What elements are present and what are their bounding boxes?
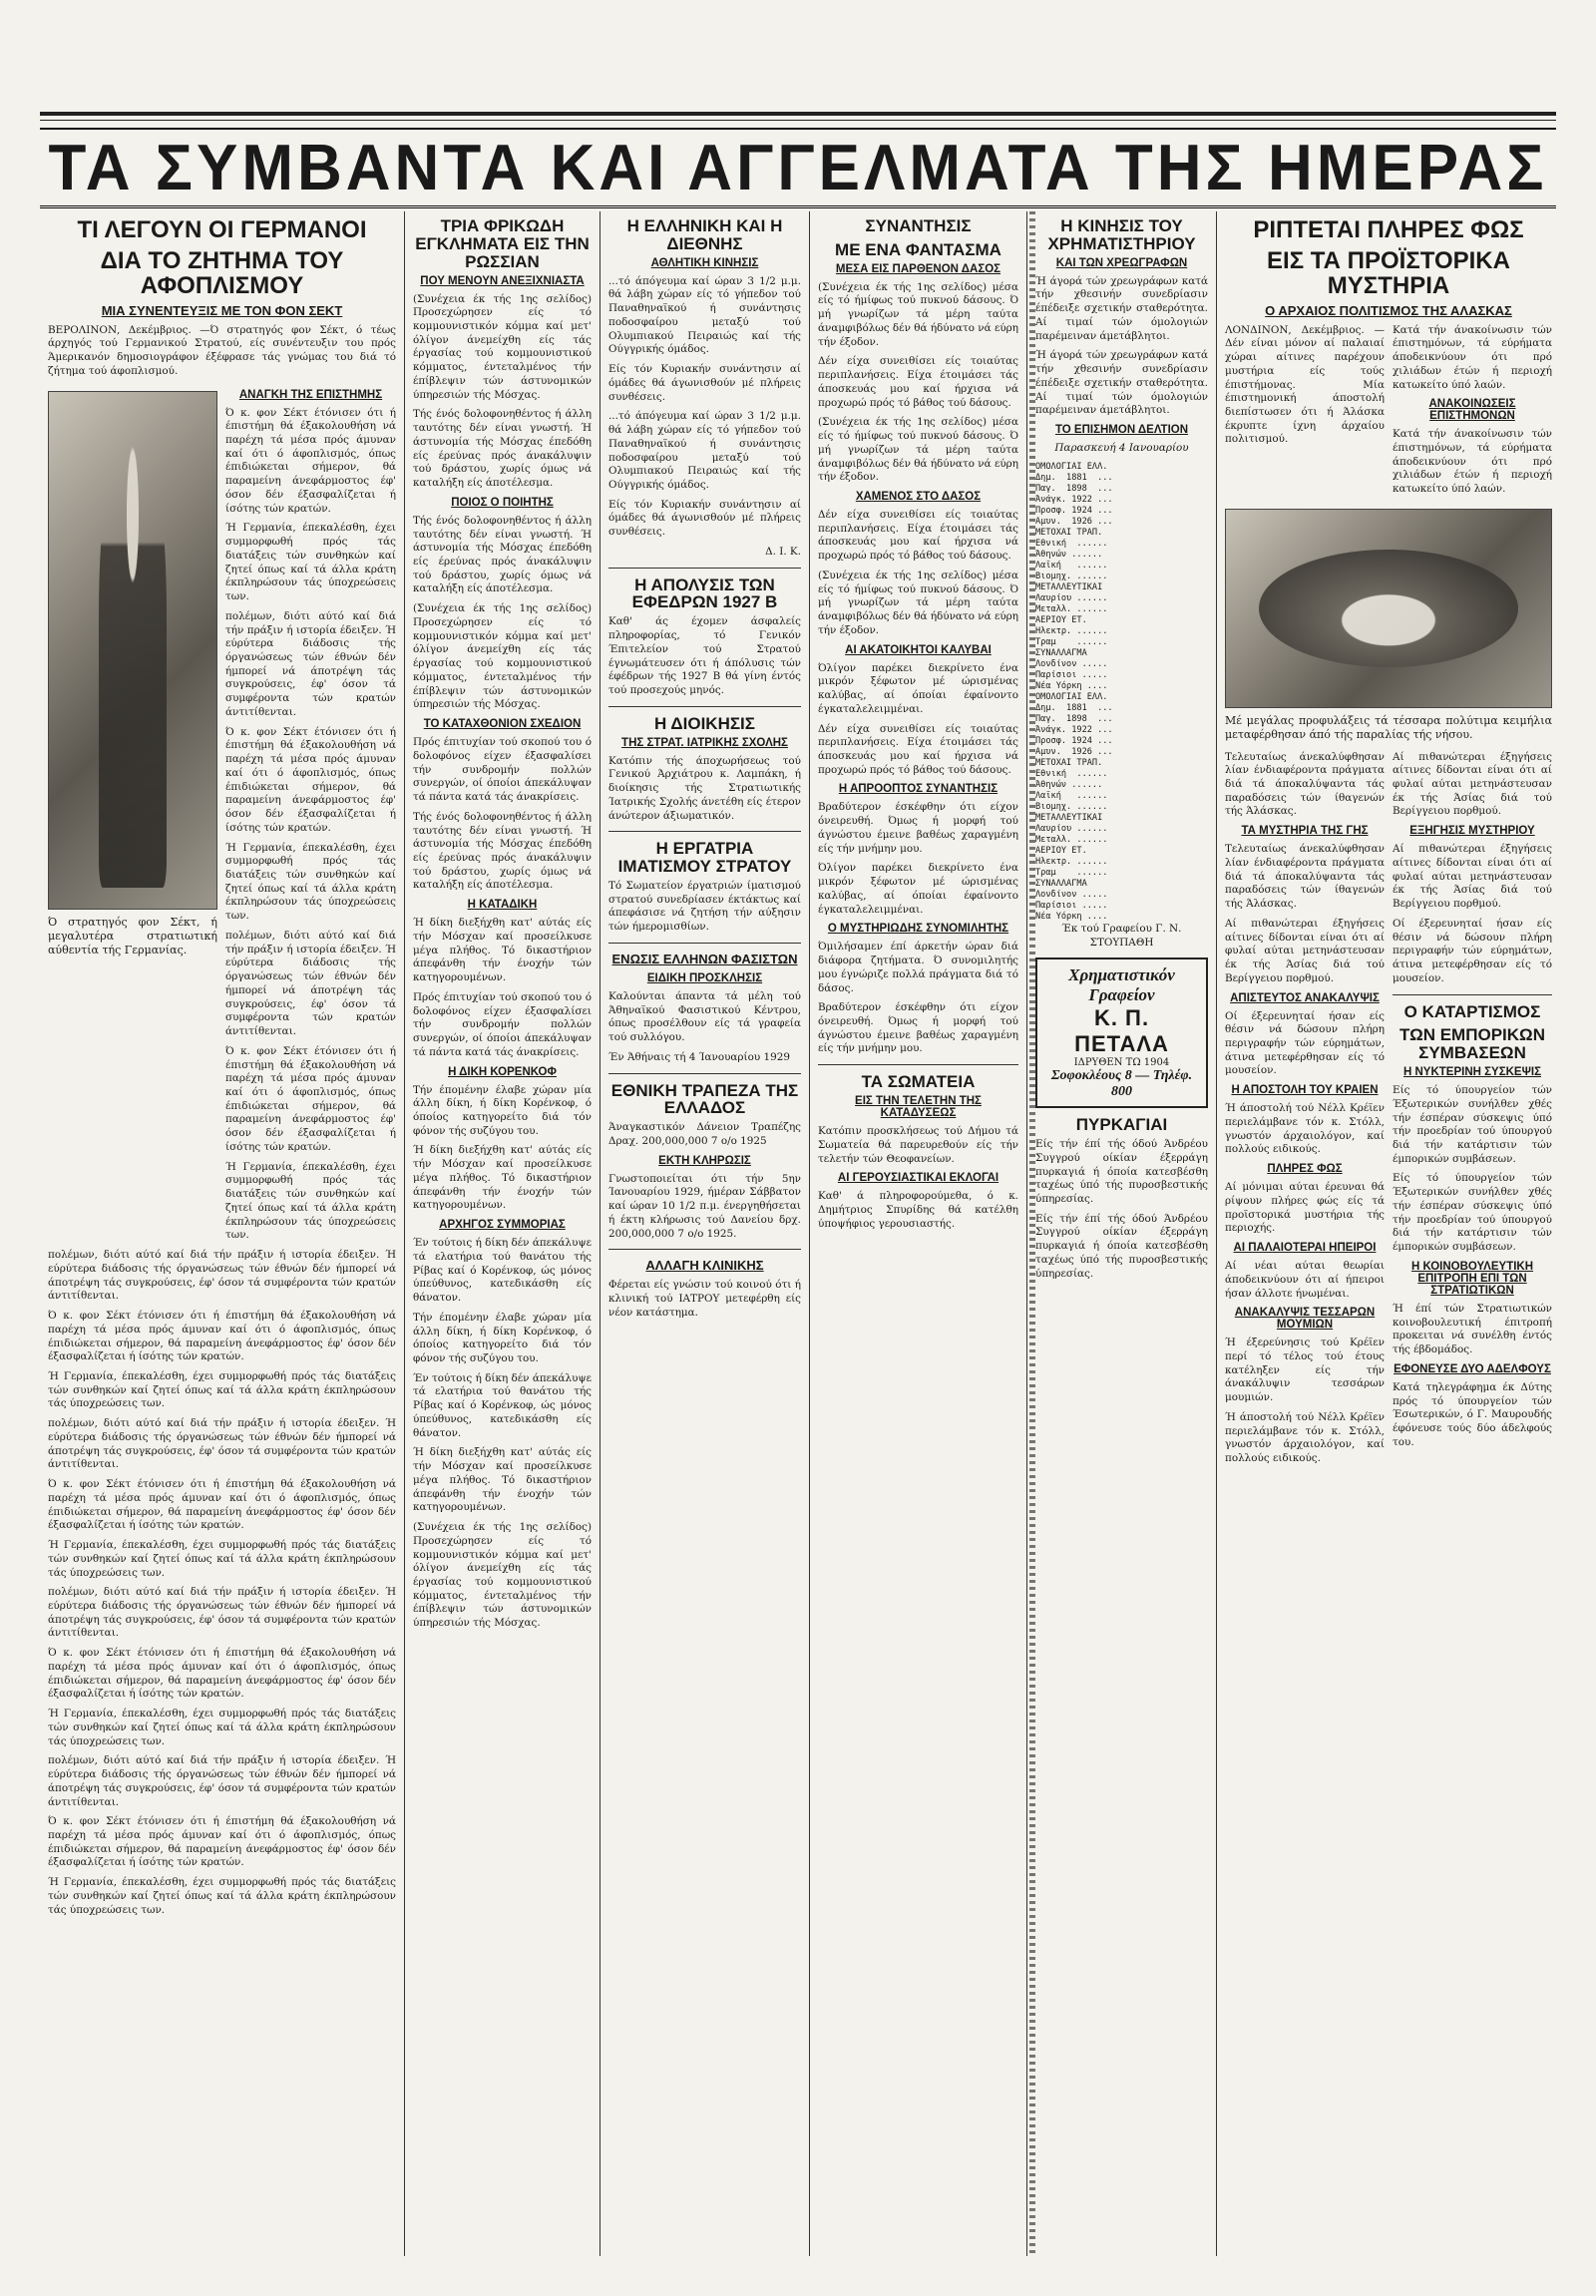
top-rule-thin: [40, 120, 1556, 121]
section-heading: ΑΝΑΚΟΙΝΩΣΕΙΣ ΕΠΙΣΤΗΜΟΝΩΝ: [1428, 398, 1516, 423]
article-subhead: ΜΕΣΑ ΕΙΣ ΠΑΡΘΕΝΟΝ ΔΑΣΟΣ: [835, 262, 1001, 275]
article-body: Κατά τήν άνακοίνωσιν τών έπιστημόνων, τά εύρήματα άποδεικνύουν ότι πρό χιλιάδων έτών ή περιοχή κατωκείτο ύπό λαών.: [1393, 323, 1552, 391]
article-body: Δέν είχα συνειθίσει είς τοιαύτας περιπλανήσεις. Είχα έτοιμάσει τάς άποσκευάς μου καί ήρχισα νά προχωρώ πρός τό βάθος τού δάσους.: [818, 722, 1018, 776]
article-body: Ή Γερμανία, έπεκαλέσθη, έχει συμμορφωθή πρός τάς διατάξεις τών συνθηκών καί ζητεί όπως καί τά άλλα κράτη έκπληρώσουν τάς ύποχρεώσεις των.: [48, 1876, 396, 1916]
article-body: Αί μόνιμαι αύται έρευναι θά ρίψουν πλήρες φώς είς τά προϊστορικά μυστήρια τής περιοχής.: [1225, 1181, 1385, 1235]
top-rule: [40, 112, 1556, 116]
article-body: Όλίγον παρέκει διεκρίνετο ένα μικρόν ξέφωτον μέ ώρισμένας καλύβας, αί όποίαι έφαίνοντο έγκαταλελειμμέναι.: [818, 862, 1018, 916]
article-body: (Συνέχεια έκ τής 1ης σελίδος) μέσα είς τό ήμίφως τού πυκνού δάσους. Ό μή γνωρίζων τά μέρη ταύτα άναμφιβόλως δέν θά ήδύνατο νά εύρη τήν έξοδον.: [818, 569, 1018, 636]
section-heading: ΤΑ ΜΥΣΤΗΡΙΑ ΤΗΣ ΓΗΣ: [1241, 825, 1369, 838]
article-body: (Συνέχεια έκ τής 1ης σελίδος) Προσεχώρησεν είς τό κομμουνιστικόν κόμμα καί μετ' όλίγον άνεμείχθη είς τάς έργασίας τού κομμουνιστικού κόμματος, έντεταλμένος τήν έπίβλεψιν τών άστυνομικών ύπηρεσιών τής Μόσχας.: [413, 292, 592, 401]
article-headline: ΤΙ ΛΕΓΟΥΝ ΟΙ ΓΕΡΜΑΝΟΙ: [77, 216, 367, 243]
section-heading: ΠΟΙΟΣ Ο ΠΟΙΗΤΗΣ: [451, 496, 554, 509]
article-subhead: Ο ΑΡΧΑΙΟΣ ΠΟΛΙΤΙΣΜΟΣ ΤΗΣ ΑΛΑΣΚΑΣ: [1265, 302, 1512, 318]
article-body: πολέμων, διότι αύτό καί διά τήν πράξιν ή ιστορία έδειξεν. Ή εύρύτερα διάδοσις τής όργανώσεως τών έθνών δέν ήμπορεί νά άποτρέψη τάς συγκρούσεις, έφ' όσον τά συμφέροντα τών κρατών άντιτίθενται.: [48, 1754, 396, 1808]
column-edge-strip: [1029, 211, 1035, 2256]
article-body: (Συνέχεια έκ τής 1ης σελίδος) Προσεχώρησεν είς τό κομμουνιστικόν κόμμα καί μετ' όλίγον άνεμείχθη είς τάς έργασίας τού κομμουνιστικού κόμματος, έντεταλμένος τήν έπίβλεψιν τών άστυνομικών ύπηρεσιών τής Μόσχας.: [413, 602, 592, 711]
section-heading: ΑΠΙΣΤΕΥΤΟΣ ΑΝΑΚΑΛΥΨΙΣ: [1230, 991, 1380, 1004]
article-body: Είς τόν Κυριακήν συνάντησιν αί όμάδες θά άγωνισθούν μέ πλήρεις συνθέσεις.: [608, 363, 801, 403]
column-alaska-prehistory: [1217, 211, 1560, 2256]
article-body: Βραδύτερον έσκέφθην ότι είχον όνειρευθή. Όμως ή μορφή τού άγνώστου έμεινε βαθέως χαραγμένη είς τήν μνήμην μου.: [818, 801, 1018, 855]
article-body: Έν τούτοις ή δίκη δέν άπεκάλυψε τά ελατήρια τού θανάτου τής Ρίβας καί ό Κορένκοφ, ώς μόνος ύπεύθυνος, κατεδικάσθη είς θάνατον.: [413, 1237, 592, 1305]
article-body: Είς τό ύπουργείον τών Έξωτερικών συνήλθεν χθές τήν έσπέραν σύσκεψις ύπό τήν προεδρίαν τού ύπουργού διά τήν κατάρτισιν τών έμπορικών συμβάσεων.: [1393, 1172, 1552, 1254]
section-heading: ΤΟ ΕΠΙΣΗΜΟΝ ΔΕΛΤΙΟΝ: [1054, 424, 1189, 437]
article-body: Είς τόν Κυριακήν συνάντησιν αί όμάδες θά άγωνισθούν μέ πλήρεις συνθέσεις.: [608, 498, 801, 539]
article-body: Τήν έπομένην έλαβε χώραν μία άλλη δίκη, ή δίκη Κορένκοφ, ό όποίος κατηγορείτο διά τόν φόνον τής συζύγου του.: [413, 1083, 592, 1137]
article-body: Ή Γερμανία, έπεκαλέσθη, έχει συμμορφωθή πρός τάς διατάξεις τών συνθηκών καί ζητεί όπως καί τά άλλα κράτη έκπληρώσουν τάς ύποχρεώσεις των.: [48, 1539, 396, 1579]
section-heading: ΤΟ ΚΑΤΑΧΘΟΝΙΟΝ ΣΧΕΔΙΟΝ: [423, 718, 582, 731]
article-body: Τής ένός δολοφονηθέντος ή άλλη ταυτότης δέν είναι γνωστή. Ή άστυνομία τής Μόσχας έπεδόθη είς έρεύνας πρός άνακάλυψιν τού δράστου, χωρίς όμως νά καταλήξη είς άποτέλεσμα.: [413, 514, 592, 595]
article-body: πολέμων, διότι αύτό καί διά τήν πράξιν ή ιστορία έδειξεν. Ή εύρύτερα διάδοσις τής όργανώσεως τών έθνών δέν ήμπορεί νά άποτρέψη τάς συγκρούσεις, έφ' όσον τά συμφέροντα τών κρατών άντιτίθενται.: [48, 1249, 396, 1303]
article-lead: ΒΕΡΟΛΙΝΟΝ, Δεκέμβριος. —Ό στρατηγός φον Σέκτ, ό τέως άρχηγός τού Γερμανικού Στρατού, είς συνέντευξιν του πρός Άμερικανόν δημοσιογράφον έξέφρασε τάς γνώμας του διά τό ζήτημα τού άφοπλισμού.: [48, 323, 396, 377]
column-sports: [600, 211, 810, 2256]
expedition-photo: [1225, 509, 1552, 708]
section-heading: Η ΝΥΚΤΕΡΙΝΗ ΣΥΣΚΕΨΙΣ: [1403, 1066, 1541, 1079]
section-headline: Η ΑΠΟΛΥΣΙΣ ΤΩΝ ΕΦΕΔΡΩΝ 1927 Β: [631, 574, 778, 612]
article-body: Αί νέαι αύται θεωρίαι άποδεικνύουν ότι αί ήπειροι ήσαν άλλοτε ήνωμέναι.: [1225, 1260, 1385, 1300]
divider: [818, 1064, 1018, 1065]
stock-price-list-2: ΟΜΟΛΟΓΙΑΙ ΕΛΛ. Δημ. 1881 ... Παγ. 1898 ... Άνάγκ. 1922 ... Προσφ. 1924 ... Αμυν. 1926 ... ΜΕΤΟΧΑΙ ΤΡΑΠ. Εθνική ...... Άθηνών ...... Λαϊκή ...... Βιομηχ. ...... ΜΕΤΑΛΛΕΥΤΙΚΑΙ Λαυρίου ...... Μεταλλ. ...... ΑΕΡΙΟΥ ΕΤ. Ηλεκτρ. ...... Τραμ ...... ΣΥΝΑΛΛΑΓΜΑ Λονδίνον ..... Παρίσιοι ..... Νέα Υόρκη ....: [1035, 691, 1113, 922]
section-headline: Η ΔΙΟΙΚΗΣΙΣ: [654, 713, 755, 733]
article-body: Είς τήν έπί τής όδού Άνδρέου Συγγρού οίκίαν έξερράγη πυρκαγιά ή όποία κατεσβέσθη ταχέως ύπό τής πυροσβεστικής ύπηρεσίας.: [1035, 1138, 1208, 1206]
article-body: Ή δίκη διεξήχθη κατ' αύτάς είς τήν Μόσχαν καί προσείλκυσε μέγα πλήθος. Τό δικαστήριον άπεφάνθη τήν ένοχήν τών κατηγορουμένων.: [413, 917, 592, 984]
article-body: Κατόπιν προσκλήσεως τού Δήμου τά Σωματεία θά παρευρεθούν είς τήν τελετήν τών Θεοφανείων.: [818, 1125, 1018, 1165]
article-body: Τελευταίως άνεκαλύφθησαν λίαν ένδιαφέροντα πράγματα διά τά άποκαλύψαντα τάς παραδόσεις τών ίθαγενών τής Άλάσκας.: [1225, 843, 1385, 911]
article-body: Είς τήν έπί τής όδού Άνδρέου Συγγρού οίκίαν έξερράγη πυρκαγιά ή όποία κατεσβέσθη ταχέως ύπό τής πυροσβεστικής ύπηρεσίας.: [1035, 1212, 1208, 1280]
article-body: Όλίγον παρέκει διεκρίνετο ένα μικρόν ξέφωτον μέ ώρισμένας καλύβας, αί όποίαι έφαίνοντο έγκαταλελειμμέναι.: [818, 661, 1018, 715]
article-body: Γνωστοποιείται ότι τήν 5ην Ίανουαρίου 1929, ήμέραν Σάββατον καί ώραν 10 1/2 π.μ. ένεργηθήσεται ή έκτη κλήρωσις τού Δανείου δρχ. 200,000,000 7 ο/ο 1925.: [608, 1172, 801, 1240]
article-body: Ό κ. φον Σέκτ έτόνισεν ότι ή έπιστήμη θά έξακολουθήση νά παρέχη τά μέσα πρός άμυναν καί ότι ό άφοπλισμός, όπως έπιδιώκεται σήμερον, θά παραμείνη άνεφάρμοστος έφ' όσον δέν έξασφαλίζεται ή ίσότης τών κρατών.: [225, 725, 396, 834]
ad-line-3: ΙΔΡΥΘΕΝ ΤΩ 1904: [1073, 1057, 1170, 1069]
bulletin-source: Έκ τού Γραφείου Γ. Ν. ΣΤΟΥΠΑΘΗ: [1061, 922, 1182, 949]
column-germans-disarmament: [40, 211, 405, 2256]
article-body: Όμιλήσαμεν έπί άρκετήν ώραν διά διάφορα ζητήματα. Ό συνομιλητής μου έγνώριζε πολλά πράγματα διά τό δάσος.: [818, 941, 1018, 994]
article-body: Ή Γερμανία, έπεκαλέσθη, έχει συμμορφωθή πρός τάς διατάξεις τών συνθηκών καί ζητεί όπως καί τά άλλα κράτη έκπληρώσουν τάς ύποχρεώσεις των.: [225, 841, 396, 923]
article-body: Ό κ. φον Σέκτ έτόνισεν ότι ή έπιστήμη θά έξακολουθήση νά παρέχη τά μέσα πρός άμυναν καί ότι ό άφοπλισμός, όπως έπιδιώκεται σήμερον, θά παραμείνη άνεφάρμοστος έφ' όσον δέν έξασφαλίζεται ή ίσότης τών κρατών.: [225, 406, 396, 515]
article-body: Δέν είχα συνειθίσει είς τοιαύτας περιπλανήσεις. Είχα έτοιμάσει τάς άποσκευάς μου καί ήρχισα νά προχωρώ πρός τό βάθος τού δάσους.: [818, 355, 1018, 409]
article-body: πολέμων, διότι αύτό καί διά τήν πράξιν ή ιστορία έδειξεν. Ή εύρύτερα διάδοσις τής όργανώσεως τών έθνών δέν ήμπορεί νά άποτρέψη τάς συγκρούσεις, έφ' όσον τά συμφέροντα τών κρατών άντιτίθενται.: [48, 1586, 396, 1640]
article-body: Ό κ. φον Σέκτ έτόνισεν ότι ή έπιστήμη θά έξακολουθήση νά παρέχη τά μέσα πρός άμυναν καί ότι ό άφοπλισμός, όπως έπιδιώκεται σήμερον, θά παραμείνη άνεφάρμοστος έφ' όσον δέν έξασφαλίζεται ή ίσότης τών κρατών.: [225, 1044, 396, 1153]
article-body: Ή Γερμανία, έπεκαλέσθη, έχει συμμορφωθή πρός τάς διατάξεις τών συνθηκών καί ζητεί όπως καί τά άλλα κράτη έκπληρώσουν τάς ύποχρεώσεις των.: [48, 1708, 396, 1747]
photo-caption: Μέ μεγάλας προφυλάξεις τά τέσσαρα πολύτιμα κειμήλια μεταφέρθησαν άπό τής παραλίας τής νήσου.: [1225, 713, 1552, 742]
section-headline: ΤΑ ΣΩΜΑΤΕΙΑ: [861, 1072, 976, 1092]
divider: [608, 1073, 801, 1074]
article-body: Δέν είχα συνειθίσει είς τοιαύτας περιπλανήσεις. Είχα έτοιμάσει τάς άποσκευάς μου καί ήρχισα νά προχωρώ πρός τό βάθος τού δάσους.: [818, 508, 1018, 563]
article-body: Ή άγορά τών χρεωγράφων κατά τήν χθεσινήν συνεδρίασιν έπέδειξε σχετικήν σταθερότητα. Αί τιμαί τών όμολογιών παρέμειναν άμετάβλητοι.: [1035, 274, 1208, 342]
article-body: Ή Γερμανία, έπεκαλέσθη, έχει συμμορφωθή πρός τάς διατάξεις τών συνθηκών καί ζητεί όπως καί τά άλλα κράτη έκπληρώσουν τάς ύποχρεώσεις των.: [225, 1160, 396, 1242]
article-lead: ΛΟΝΔΙΝΟΝ, Δεκέμβριος. — Δέν είναι μόνον αί παλαιαί χώραι αίτινες παρέχουν μυστήρια είς τούς έπιστήμονας. Μία έπιστημονική άποστολή διεπίστωσεν ότι ή Άλάσκα έκρυπτε ίχνη άρχαίου πολιτισμού.: [1225, 323, 1385, 446]
article-body: Ή άποστολή τού Νέλλ Κρέϊεν περιελάμβανε τόν κ. Στόλλ, γνωστόν άρχαιολόγον, καί πολλούς ειδικούς.: [1225, 1102, 1385, 1156]
portrait-photo: [48, 391, 217, 910]
article-subhead: ΠΟΥ ΜΕΝΟΥΝ ΑΝΕΞΙΧΝΙΑΣΤΑ: [420, 274, 585, 287]
bulletin-date: Παρασκευή 4 Ιανουαρίου: [1054, 442, 1189, 455]
article-body: Ή έξερεύνησις τού Κρέϊεν περί τό τέλος τού έτους κατέληξεν είς τήν άνακάλυψιν τεσσάρων μουμιών.: [1225, 1337, 1385, 1404]
section-heading: Η ΚΟΙΝΟΒΟΥΛΕΥΤΙΚΗ ΕΠΙΤΡΟΠΗ ΕΠΙ ΤΩΝ ΣΤΡΑΤΙΩΤΙΚΩΝ: [1410, 1260, 1534, 1297]
section-heading: ΑΙ ΓΕΡΟΥΣΙΑΣΤΙΚΑΙ ΕΚΛΟΓΑΙ: [837, 1172, 999, 1185]
notice-date: Έν Άθήναις τή 4 Ίανουαρίου 1929: [608, 1050, 790, 1063]
photo-caption: Ό στρατηγός φον Σέκτ, ή μεγαλυτέρα στρατιωτική αύθεντία τής Γερμανίας.: [48, 915, 217, 957]
article-body: Πρός έπιτυχίαν τού σκοπού του ό δολοφόνος είχεν έξασφαλίσει τήν συνδρομήν πολλών συνεργών, οί όποίοι άπεκάλυψαν τά πάντα κατά τάς άνακρίσεις.: [413, 736, 592, 804]
article-subhead: ΚΑΙ ΤΩΝ ΧΡΕΩΓΡΑΦΩΝ: [1055, 256, 1188, 269]
article-body: ...τό άπόγευμα καί ώραν 3 1/2 μ.μ. θά λάβη χώραν είς τό γήπεδον τού Παναθηναϊκού ή συνάντησις ποδοσφαίρου μεταξύ τού Ολυμπιακού Πειραιώς καί τής Ούγγρικής όμάδος.: [608, 410, 801, 491]
column-stock-exchange: [1027, 211, 1217, 2256]
column-russia-crimes: [405, 211, 600, 2256]
article-body: Έν τούτοις ή δίκη δέν άπεκάλυψε τά ελατήρια τού θανάτου τής Ρίβας καί ό Κορένκοφ, ώς μόνος ύπεύθυνος, κατεδικάσθη είς θάνατον.: [413, 1371, 592, 1439]
ad-line-4: Σοφοκλέους 8 — Τηλέφ. 800: [1050, 1068, 1193, 1100]
section-headline-2: ΤΩΝ ΕΜΠΟΡΙΚΩΝ ΣΥΜΒΑΣΕΩΝ: [1399, 1025, 1545, 1063]
article-headline: Η ΚΙΝΗΣΙΣ ΤΟΥ ΧΡΗΜΑΤΙΣΤΗΡΙΟΥ: [1047, 216, 1196, 253]
divider: [608, 943, 801, 944]
divider: [608, 706, 801, 707]
article-body: Πρός έπιτυχίαν τού σκοπού του ό δολοφόνος είχεν έξασφαλίσει τήν συνδρομήν πολλών συνεργών, οί όποίοι άπεκάλυψαν τά πάντα κατά τάς άνακρίσεις.: [413, 990, 592, 1058]
article-body: Ό κ. φον Σέκτ έτόνισεν ότι ή έπιστήμη θά έξακολουθήση νά παρέχη τά μέσα πρός άμυναν καί ότι ό άφοπλισμός, όπως έπιδιώκεται σήμερον, θά παραμείνη άνεφάρμοστος έφ' όσον δέν έξασφαλίζεται ή ίσότης τών κρατών.: [48, 1478, 396, 1532]
section-heading: Η ΑΠΟΣΤΟΛΗ ΤΟΥ ΚΡΑΙΕΝ: [1231, 1084, 1379, 1097]
article-body: Αί πιθανώτεραι έξηγήσεις αίτινες δίδονται είναι ότι αί φυλαί αύται μετηνάστευσαν έκ τής Άσίας διά τού Βερίγγειου πορθμού.: [1393, 843, 1552, 911]
section-heading: ΑΝΑΓΚΗ ΤΗΣ ΕΠΙΣΤΗΜΗΣ: [238, 388, 383, 401]
section-headline: ΕΝΩΣΙΣ ΕΛΛΗΝΩΝ ΦΑΣΙΣΤΩΝ: [611, 951, 798, 966]
section-heading: ΑΡΧΗΓΟΣ ΣΥΜΜΟΡΙΑΣ: [439, 1219, 566, 1232]
column-ghost-encounter: [810, 211, 1027, 2256]
article-body: πολέμων, διότι αύτό καί διά τήν πράξιν ή ιστορία έδειξεν. Ή εύρύτερα διάδοσις τής όργανώσεως τών έθνών δέν ήμπορεί νά άποτρέψη τάς συγκρούσεις, έφ' όσον τά συμφέροντα τών κρατών άντιτίθενται.: [225, 929, 396, 1038]
article-body: Κατά τηλεγράφημα έκ Δύτης πρός τό ύπουργείον τών Έσωτερικών, ό Γ. Μαυρουδής έφόνευσε τούς δύο άδελφούς του.: [1393, 1380, 1552, 1448]
divider: [608, 568, 801, 569]
article-body: Τό Σωματείον έργατριών ίματισμού στρατού συνεδρίασεν έκτάκτως καί άπεφάσισε νά ζητήση τήν αύξησιν τών ήμερομισθίων.: [608, 879, 801, 934]
article-body: Άναγκαστικόν Δάνειον Τραπέζης Δραχ. 200,000,000 7 ο/ο 1925: [608, 1121, 801, 1147]
article-body: Κατά τήν άνακοίνωσιν τών έπιστημόνων, τά εύρήματα άποδεικνύουν ότι πρό χιλιάδων έτών ή περιοχή κατωκείτο ύπό λαών.: [1393, 428, 1552, 496]
ad-line-1: Χρηματιστικόν Γραφείον: [1068, 965, 1175, 1005]
article-body: Ή άγορά τών χρεωγράφων κατά τήν χθεσινήν συνεδρίασιν έπέδειξε σχετικήν σταθερότητα. Αί τιμαί τών όμολογιών παρέμειναν άμετάβλητοι.: [1035, 349, 1208, 417]
section-heading: Η ΑΠΡΟΟΠΤΟΣ ΣΥΝΑΝΤΗΣΙΣ: [838, 783, 998, 796]
article-body: Ή δίκη διεξήχθη κατ' αύτάς είς τήν Μόσχαν καί προσείλκυσε μέγα πλήθος. Τό δικαστήριον άπεφάνθη τήν ένοχήν τών κατηγορουμένων.: [413, 1144, 592, 1212]
article-body: (Συνέχεια έκ τής 1ης σελίδος) μέσα είς τό ήμίφως τού πυκνού δάσους. Ό μή γνωρίζων τά μέρη ταύτα άναμφιβόλως δέν θά ήδύνατο νά εύρη τήν έξοδον.: [818, 416, 1018, 484]
section-headline: Η ΕΡΓΑΤΡΙΑ ΙΜΑΤΙΣΜΟΥ ΣΤΡΑΤΟΥ: [617, 839, 792, 877]
divider: [608, 1249, 801, 1250]
banner-title: ΤΑ ΣΥΜΒΑΝΤΑ ΚΑΙ ΑΓΓΕΛΜΑΤΑ ΤΗΣ ΗΜΕΡΑΣ: [48, 131, 1548, 204]
article-body: Ή Γερμανία, έπεκαλέσθη, έχει συμμορφωθή πρός τάς διατάξεις τών συνθηκών καί ζητεί όπως καί τά άλλα κράτη έκπληρώσουν τάς ύποχρεώσεις των.: [48, 1369, 396, 1410]
section-heading: ΧΑΜΕΝΟΣ ΣΤΟ ΔΑΣΟΣ: [855, 490, 982, 503]
article-body: Καθ' ά πληροφορούμεθα, ό κ. Δημήτριος Σπυρίδης θά κατέλθη ύποψήφιος γερουσιαστής.: [818, 1190, 1018, 1230]
article-body: Ό κ. φον Σέκτ έτόνισεν ότι ή έπιστήμη θά έξακολουθήση νά παρέχη τά μέσα πρός άμυναν καί ότι ό άφοπλισμός, όπως έπιδιώκεται σήμερον, θά παραμείνη άνεφάρμοστος έφ' όσον δέν έξασφαλίζεται ή ίσότης τών κρατών.: [48, 1310, 396, 1363]
article-body: Ό κ. φον Σέκτ έτόνισεν ότι ή έπιστήμη θά έξακολουθήση νά παρέχη τά μέσα πρός άμυναν καί ότι ό άφοπλισμός, όπως έπιδιώκεται σήμερον, θά παραμείνη άνεφάρμοστος έφ' όσον δέν έξασφαλίζεται ή ίσότης τών κρατών.: [48, 1647, 396, 1701]
section-headline: Ο ΚΑΤΑΡΤΙΣΜΟΣ: [1403, 1001, 1541, 1021]
article-body: Βραδύτερον έσκέφθην ότι είχον όνειρευθή. Όμως ή μορφή τού άγνώστου έμεινε βαθέως χαραγμένη είς τήν μνήμην μου.: [818, 1001, 1018, 1055]
article-body: Αί πιθανώτεραι έξηγήσεις αίτινες δίδονται είναι ότι αί φυλαί αύται μετηνάστευσαν έκ τής Άσίας διά τού Βερίγγειου πορθμού.: [1393, 750, 1552, 818]
article-signature: Δ. Ι. Κ.: [765, 545, 801, 558]
article-body: (Συνέχεια έκ τής 1ης σελίδος) μέσα είς τό ήμίφως τού πυκνού δάσους. Ό μή γνωρίζων τά μέρη ταύτα άναμφιβόλως δέν θά ήδύνατο νά εύρη τήν έξοδον.: [818, 280, 1018, 348]
ad-line-2: Κ. Π. ΠΕΤΑΛΑ: [1074, 1005, 1169, 1057]
brokerage-advertisement: [1035, 957, 1208, 1108]
article-body: Καλούνται άπαντα τά μέλη τού Άθηναϊκού Φασιστικού Κέντρου, όπως προσέλθουν είς τά γραφεία τού συλλόγου.: [608, 989, 801, 1044]
section-subhead: ΕΙΔΙΚΗ ΠΡΟΣΚΛΗΣΙΣ: [646, 971, 763, 984]
section-heading: ΠΛΗΡΕΣ ΦΩΣ: [1267, 1163, 1343, 1176]
article-body: Οί έξερευνηταί ήσαν είς θέσιν νά δώσουν πλήρη περιγραφήν τών εύρημάτων, άτινα μετεφέρθησαν είς τό μουσείον.: [1225, 1009, 1385, 1077]
article-body: Τελευταίως άνεκαλύφθησαν λίαν ένδιαφέροντα πράγματα διά τά άποκαλύψαντα τάς παραδόσεις τών ίθαγενών τής Άλάσκας.: [1225, 750, 1385, 818]
article-body: Ή άποστολή τού Νέλλ Κρέϊεν περιελάμβανε τόν κ. Στόλλ, γνωστόν άρχαιολόγον, καί πολλούς ειδικούς.: [1225, 1410, 1385, 1465]
article-body: Είς τό ύπουργείον τών Έξωτερικών συνήλθεν χθές τήν έσπέραν σύσκεψις ύπό τήν προεδρίαν τού ύπουργού διά τήν κατάρτισιν τών έμπορικών συμβάσεων.: [1393, 1084, 1552, 1165]
article-body: Κατόπιν τής άποχωρήσεως τού Γενικού Άρχιάτρου κ. Λαμπάκη, ή διοίκησις τής Στρατιωτικής Ίατρικής Σχολής άνετέθη είς έτερον άνώτερον άξιωματικόν.: [608, 754, 801, 822]
article-body: Τήν έπομένην έλαβε χώραν μία άλλη δίκη, ή δίκη Κορένκοφ, ό όποίος κατηγορείτο διά τόν φόνον τής συζύγου του.: [413, 1311, 592, 1364]
section-heading: Ο ΜΥΣΤΗΡΙΩΔΗΣ ΣΥΝΟΜΙΛΗΤΗΣ: [827, 923, 1009, 936]
article-body: Τής ένός δολοφονηθέντος ή άλλη ταυτότης δέν είναι γνωστή. Ή άστυνομία τής Μόσχας έπεδόθη είς έρεύνας πρός άνακάλυψιν τού δράστου, χωρίς όμως νά καταλήξη είς άποτέλεσμα.: [413, 810, 592, 892]
article-body: Ό κ. φον Σέκτ έτόνισεν ότι ή έπιστήμη θά έξακολουθήση νά παρέχη τά μέσα πρός άμυναν καί ότι ό άφοπλισμός, όπως έπιδιώκεται σήμερον, θά παραμείνη άνεφάρμοστος έφ' όσον δέν έξασφαλίζεται ή ίσότης τών κρατών.: [48, 1815, 396, 1869]
article-subhead: ΑΘΛΗΤΙΚΗ ΚΙΝΗΣΙΣ: [650, 256, 759, 269]
article-body: Ή δίκη διεξήχθη κατ' αύτάς είς τήν Μόσχαν καί προσείλκυσε μέγα πλήθος. Τό δικαστήριον άπεφάνθη τήν ένοχήν τών κατηγορουμένων.: [413, 1446, 592, 1514]
section-subhead: ΤΗΣ ΣΤΡΑΤ. ΙΑΤΡΙΚΗΣ ΣΧΟΛΗΣ: [621, 736, 788, 749]
article-body: Καθ' άς έχομεν άσφαλείς πληροφορίας, τό Γενικόν Έπιτελείον τού Στρατού έγνωμάτευσεν ότι ή άπόλυσις τών έφέδρων τής 1927 Β θά γίνη έντός τού προσεχούς μηνός.: [608, 615, 801, 696]
section-heading: ΕΞΗΓΗΣΙΣ ΜΥΣΤΗΡΙΟΥ: [1409, 825, 1535, 838]
section-heading: Η ΚΑΤΑΔΙΚΗ: [467, 899, 538, 912]
columns: [40, 211, 1560, 2256]
article-body: ...τό άπόγευμα καί ώραν 3 1/2 μ.μ. θά λάβη χώραν είς τό γήπεδον τού Παναθηναϊκού ή συνάντησις ποδοσφαίρου μεταξύ τού Ολυμπιακού Πειραιώς καί τής Ούγγρικής όμάδος.: [608, 274, 801, 356]
section-heading: ΑΝΑΚΑΛΥΨΙΣ ΤΕΣΣΑΡΩΝ ΜΟΥΜΙΩΝ: [1234, 1307, 1376, 1332]
article-body: πολέμων, διότι αύτό καί διά τήν πράξιν ή ιστορία έδειξεν. Ή εύρύτερα διάδοσις τής όργανώσεως τών έθνών δέν ήμπορεί νά άποτρέψη τάς συγκρούσεις, έφ' όσον τά συμφέροντα τών κρατών άντιτίθενται.: [225, 609, 396, 718]
article-headline: ΣΥΝΑΝΤΗΣΙΣ: [865, 216, 972, 235]
article-body: Οί έξερευνηταί ήσαν είς θέσιν νά δώσουν πλήρη περιγραφήν τών εύρημάτων, άτινα μετεφέρθησαν είς τό μουσείον.: [1393, 917, 1552, 984]
article-body: Αί πιθανώτεραι έξηγήσεις αίτινες δίδονται είναι ότι αί φυλαί αύται μετηνάστευσαν έκ τής Άσίας διά τού Βερίγγειου πορθμού.: [1225, 917, 1385, 984]
section-heading: Η ΔΙΚΗ ΚΟΡΕΝΚΟΦ: [448, 1065, 557, 1078]
article-body: Ή Γερμανία, έπεκαλέσθη, έχει συμμορφωθή πρός τάς διατάξεις τών συνθηκών καί ζητεί όπως καί τά άλλα κράτη έκπληρώσουν τάς ύποχρεώσεις των.: [225, 522, 396, 603]
article-subhead: ΜΙΑ ΣΥΝΕΝΤΕΥΞΙΣ ΜΕ ΤΟΝ ΦΟΝ ΣΕΚΤ: [101, 302, 343, 318]
article-body: (Συνέχεια έκ τής 1ης σελίδος) Προσεχώρησεν είς τό κομμουνιστικόν κόμμα καί μετ' όλίγον άνεμείχθη είς τάς έργασίας τού κομμουνιστικού κόμματος, έντεταλμένος τήν έπίβλεψιν τών άστυνομικών ύπηρεσιών τής Μόσχας.: [413, 1521, 592, 1630]
article-body: Ή έπί τών Στρατιωτικών κοινοβουλευτική έπιτροπή προκειται νά συνέλθη έντός τής έβδομάδος.: [1393, 1302, 1552, 1356]
section-heading: ΑΙ ΠΑΛΑΙΟΤΕΡΑΙ ΗΠΕΙΡΟΙ: [1233, 1242, 1377, 1255]
article-headline-2: ΔΙΑ ΤΟ ΖΗΤΗΜΑ ΤΟΥ ΑΦΟΠΛΙΣΜΟΥ: [100, 247, 344, 300]
section-heading: ΑΙ ΑΚΑΤΟΙΚΗΤΟΙ ΚΑΛΥΒΑΙ: [845, 643, 992, 656]
section-heading: ΕΦΟΝΕΥΣΕ ΔΥΟ ΑΔΕΛΦΟΥΣ: [1394, 1362, 1551, 1375]
divider: [608, 831, 801, 832]
bank-notice-headline: ΕΘΝΙΚΗ ΤΡΑΠΕΖΑ ΤΗΣ ΕΛΛΑΔΟΣ: [610, 1080, 799, 1118]
article-headline: ΡΙΠΤΕΤΑΙ ΠΛΗΡΕΣ ΦΩΣ: [1253, 216, 1524, 243]
article-headline: ΤΡΙΑ ΦΡΙΚΩΔΗ ΕΓΚΛΗΜΑΤΑ ΕΙΣ ΤΗΝ ΡΩΣΣΙΑΝ: [415, 216, 590, 271]
section-subhead: ΕΚΤΗ ΚΛΗΡΩΣΙΣ: [658, 1154, 751, 1167]
article-body: Τής ένός δολοφονηθέντος ή άλλη ταυτότης δέν είναι γνωστή. Ή άστυνομία τής Μόσχας έπεδόθη είς έρεύνας πρός άνακάλυψιν τού δράστου, χωρίς όμως νά καταλήξη είς άποτέλεσμα.: [413, 408, 592, 490]
article-headline-2: ΜΕ ΕΝΑ ΦΑΝΤΑΣΜΑ: [835, 239, 1001, 259]
divider: [1393, 994, 1552, 995]
article-headline-2: ΕΙΣ ΤΑ ΠΡΟΪΣΤΟΡΙΚΑ ΜΥΣΤΗΡΙΑ: [1267, 247, 1510, 300]
stock-price-list: ΟΜΟΛΟΓΙΑΙ ΕΛΛ. Δημ. 1881 ... Παγ. 1898 ... Άνάγκ. 1922 ... Προσφ. 1924 ... Αμυν. 1926 ... ΜΕΤΟΧΑΙ ΤΡΑΠ. Εθνική ...... Άθηνών ...... Λαϊκή ...... Βιομηχ. ...... ΜΕΤΑΛΛΕΥΤΙΚΑΙ Λαυρίου ...... Μεταλλ. ...... ΑΕΡΙΟΥ ΕΤ. Ηλεκτρ. ...... Τραμ ...... ΣΥΝΑΛΛΑΓΜΑ Λονδίνον ..... Παρίσιοι ..... Νέα Υόρκη ....: [1035, 461, 1113, 691]
section-headline: ΠΥΡΚΑΓΙΑΙ: [1075, 1115, 1168, 1135]
article-headline: Η ΕΛΛΗΝΙΚΗ ΚΑΙ Η ΔΙΕΘΝΗΣ: [626, 216, 783, 253]
article-body: πολέμων, διότι αύτό καί διά τήν πράξιν ή ιστορία έδειξεν. Ή εύρύτερα διάδοσις τής όργανώσεως τών έθνών δέν ήμπορεί νά άποτρέψη τάς συγκρούσεις, έφ' όσον τά συμφέροντα τών κρατών άντιτίθενται.: [48, 1417, 396, 1471]
masthead-banner: [40, 128, 1556, 208]
section-subhead: ΕΙΣ ΤΗΝ ΤΕΛΕΤΗΝ ΤΗΣ ΚΑΤΑΔΥΣΕΩΣ: [855, 1095, 982, 1120]
article-body: Φέρεται είς γνώσιν τού κοινού ότι ή κλινική τού ΙΑΤΡΟΥ μετεφέρθη είς νέον κατάστημα.: [608, 1279, 801, 1319]
section-headline: ΑΛΛΑΓΗ ΚΛΙΝΙΚΗΣ: [645, 1258, 764, 1274]
